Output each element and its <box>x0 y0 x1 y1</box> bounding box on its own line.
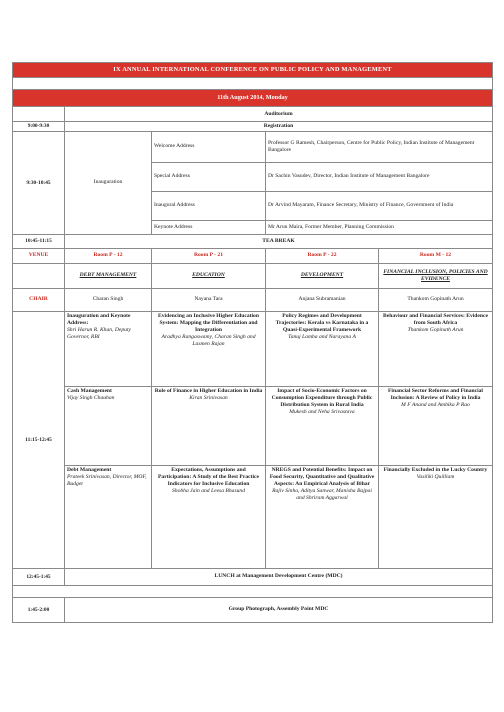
chair-name: Charan Singh <box>65 288 152 311</box>
schedule-table <box>12 62 493 623</box>
chair-name: Nayana Tara <box>152 288 266 311</box>
time-slot: 9:30-10:45 <box>13 131 65 234</box>
inauguration-label: Inauguration <box>65 131 152 234</box>
time-slot: 10:45-11:15 <box>13 234 65 248</box>
room-label: Room P - 22 <box>266 248 379 263</box>
paper-authors: Vasiliki Quilliam <box>416 473 455 480</box>
chair-name: Thankom Gopinath Arun <box>379 288 493 311</box>
paper-title: Debt Management <box>67 466 112 473</box>
paper-cell <box>65 465 152 568</box>
date-band: 11th August 2014, Monday <box>13 90 493 107</box>
address-speaker: Dr Sachin Vasudev, Director, Indian Institute of Management Bangalore <box>266 162 493 191</box>
paper-authors: M F Anand and Ambika P Rao <box>401 401 470 408</box>
paper-authors: Shri Harun R. Khan, Deputy Governor, RBI <box>67 326 132 340</box>
paper-authors: Shobha Jain and Leesa Bhasund <box>171 487 246 494</box>
room-label: Room P - 21 <box>152 248 266 263</box>
chair-label: CHAIR <box>13 288 65 311</box>
address-speaker: Mr Arun Maira, Former Member, Planning Commission <box>266 220 493 234</box>
paper-title: Role of Finance in Higher Education in India <box>154 387 263 394</box>
paper-title: Financial Sector Reforms and Financial Inclusion: A Review of Policy in India <box>388 387 483 401</box>
paper-title: Policy Regimes and Development Trajectories: Kerala vs Karnataka in a Quasi-Experimental Framework <box>275 312 369 333</box>
track-title: EDUCATION <box>152 263 266 288</box>
spacer-row <box>13 78 493 90</box>
chair-name: Anjana Subramanian <box>266 288 379 311</box>
empty-cell <box>13 107 65 122</box>
room-label: Room P - 12 <box>65 248 152 263</box>
paper-title: Expectations, Assumptions and Participation: A Study of the Best Practice Indicators for Inclusive Education <box>158 466 259 487</box>
paper-title: Behaviour and Financial Services: Evidence from South Africa <box>383 312 488 326</box>
paper-authors: Thankom Gopinath Arun <box>407 326 464 333</box>
paper-cell <box>65 386 152 465</box>
registration: Registration <box>65 122 493 132</box>
paper-cell <box>266 465 379 568</box>
venue-label: VENUE <box>13 248 65 263</box>
paper-cell <box>379 386 493 465</box>
paper-authors: Kiran Srinivasan <box>189 394 228 401</box>
track-title: FINANCIAL INCLUSION, POLICIES AND EVIDENCE <box>379 263 493 288</box>
address-speaker: Dr Arvind Mayaram, Finance Secretary, Ministry of Finance, Government of India <box>266 191 493 220</box>
paper-cell <box>65 311 152 386</box>
paper-title: Evidencing an Inclusive Higher Education System: Mapping the Differentiation and Integration <box>158 312 259 333</box>
paper-title: Inauguration and Keynote Address: <box>67 312 131 326</box>
address-role: Special Address <box>152 162 266 191</box>
track-title: DEVELOPMENT <box>266 263 379 288</box>
track-title: DEBT MANAGEMENT <box>65 263 152 288</box>
photo-row: Group Photograph, Assembly Point MDC <box>65 597 493 622</box>
empty-cell <box>13 263 65 288</box>
paper-authors: Aradhya Rangaswamy, Charan Singh and Lasmen Rajan <box>161 333 256 347</box>
time-slot: 12:45-1:45 <box>13 568 65 585</box>
paper-authors: Prateek Srinivasan, Director, MOF, Budget <box>67 473 147 487</box>
conference-title: IX ANNUAL INTERNATIONAL CONFERENCE ON PUBLIC POLICY AND MANAGEMENT <box>13 63 493 78</box>
room-label: Room M - 12 <box>379 248 493 263</box>
paper-title: NREGS and Potential Benefits: Impact on Food Security, Quantitative and Qualitative Aspects: An Empirical Analysis of Bihar <box>269 466 375 487</box>
conference-schedule <box>12 62 492 623</box>
time-slot: 1:45-2:00 <box>13 597 65 622</box>
time-slot: 11:15-12:45 <box>13 311 65 568</box>
address-role: Inaugural Address <box>152 191 266 220</box>
paper-authors: Vijay Singh Chauhan <box>67 394 115 401</box>
paper-title: Financially Excluded in the Lucky Country <box>383 466 488 473</box>
time-slot: 9:00-9:30 <box>13 122 65 132</box>
paper-authors: Tanuj Lamba and Narayana A <box>288 333 356 340</box>
address-role: Welcome Address <box>152 131 266 162</box>
paper-cell <box>379 465 493 568</box>
tea-break: TEA BREAK <box>65 234 493 248</box>
paper-authors: Mukesh and Neha Srivastava <box>289 408 355 415</box>
paper-cell <box>266 386 379 465</box>
paper-cell <box>152 386 266 465</box>
spacer-row <box>13 585 493 597</box>
paper-cell <box>266 311 379 386</box>
address-speaker: Professor G Ramesh, Chairperson, Centre for Public Policy, Indian Institute of Management Bangalore <box>266 131 493 162</box>
paper-authors: Rajiv Sinha, Aditya Sanwar, Manisha Bajpai and Shriram Aggarwal <box>272 487 372 501</box>
paper-cell <box>152 465 266 568</box>
main-venue: Auditorium <box>65 107 493 122</box>
address-role: Keynote Address <box>152 220 266 234</box>
paper-title: Cash Management <box>67 387 112 394</box>
paper-cell <box>152 311 266 386</box>
paper-title: Impact of Socio-Economic Factors on Consumption Expenditure through Public Distribution System in Rural India <box>271 387 373 408</box>
paper-cell <box>379 311 493 386</box>
lunch-row: LUNCH at Management Development Centre (MDC) <box>65 568 493 585</box>
